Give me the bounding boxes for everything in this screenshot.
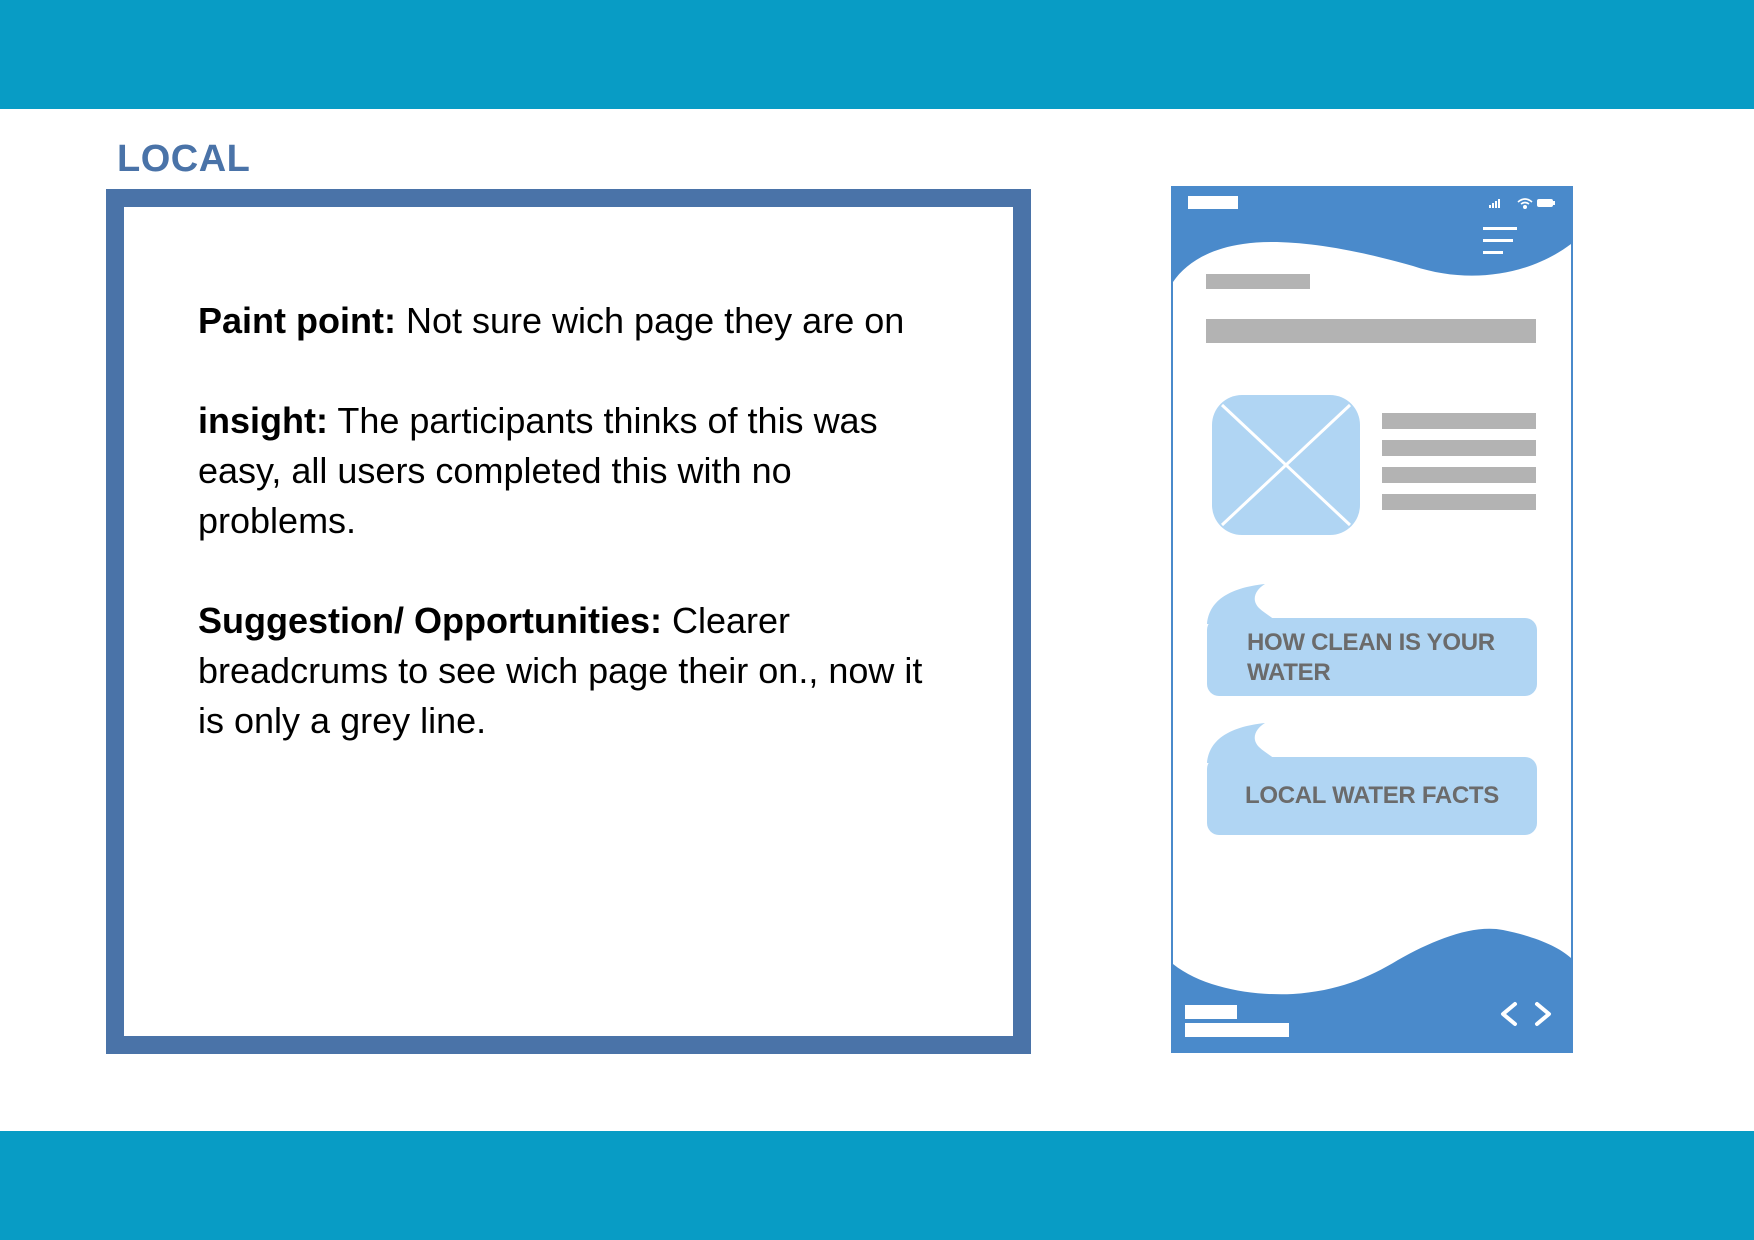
- wifi-icon: [1518, 199, 1532, 208]
- text-line-placeholder: [1382, 413, 1536, 429]
- button-label: HOW CLEAN IS YOUR WATER: [1247, 629, 1495, 686]
- text-line-placeholder: [1382, 440, 1536, 456]
- phone-mockup: [1171, 186, 1573, 1053]
- status-time-placeholder: [1188, 196, 1238, 209]
- top-band: [0, 0, 1754, 109]
- button-label: LOCAL WATER FACTS: [1245, 782, 1500, 809]
- section-title: LOCAL: [117, 138, 251, 180]
- chevron-left-icon[interactable]: [1495, 999, 1523, 1029]
- heading-placeholder: [1206, 274, 1310, 289]
- notes-body: [198, 296, 948, 796]
- signal-icon: [1489, 199, 1500, 208]
- footer-text-placeholder: [1185, 1005, 1237, 1019]
- note-label: Suggestion/ Opportunities:: [198, 600, 662, 641]
- note-insight: [198, 396, 948, 546]
- note-text: The participants thinks of this was easy, all users completed this with no problems.: [198, 400, 878, 541]
- text-line-placeholder: [1382, 494, 1536, 510]
- note-suggestion: [198, 596, 948, 746]
- button-wave-tab: [1207, 723, 1277, 763]
- status-icons: [1487, 196, 1557, 210]
- hamburger-menu-icon[interactable]: [1483, 226, 1517, 256]
- local-water-facts-button[interactable]: [1207, 757, 1537, 835]
- battery-icon: [1537, 199, 1555, 207]
- note-text: Not sure wich page they are on: [395, 300, 905, 341]
- note-pain-point: [198, 296, 948, 346]
- bottom-band: [0, 1131, 1754, 1240]
- text-line-placeholder: [1382, 467, 1536, 483]
- how-clean-button[interactable]: [1207, 618, 1537, 696]
- image-placeholder-icon: [1212, 395, 1360, 535]
- note-label: Paint point:: [198, 300, 396, 341]
- note-text: Clearer breadcrums to see wich page their on., now it is only a grey line.: [198, 600, 923, 741]
- breadcrumb-placeholder: [1206, 319, 1536, 343]
- note-label: insight:: [198, 400, 328, 441]
- button-wave-tab: [1207, 584, 1277, 624]
- footer-text-placeholder: [1185, 1023, 1289, 1037]
- chevron-right-icon[interactable]: [1529, 999, 1557, 1029]
